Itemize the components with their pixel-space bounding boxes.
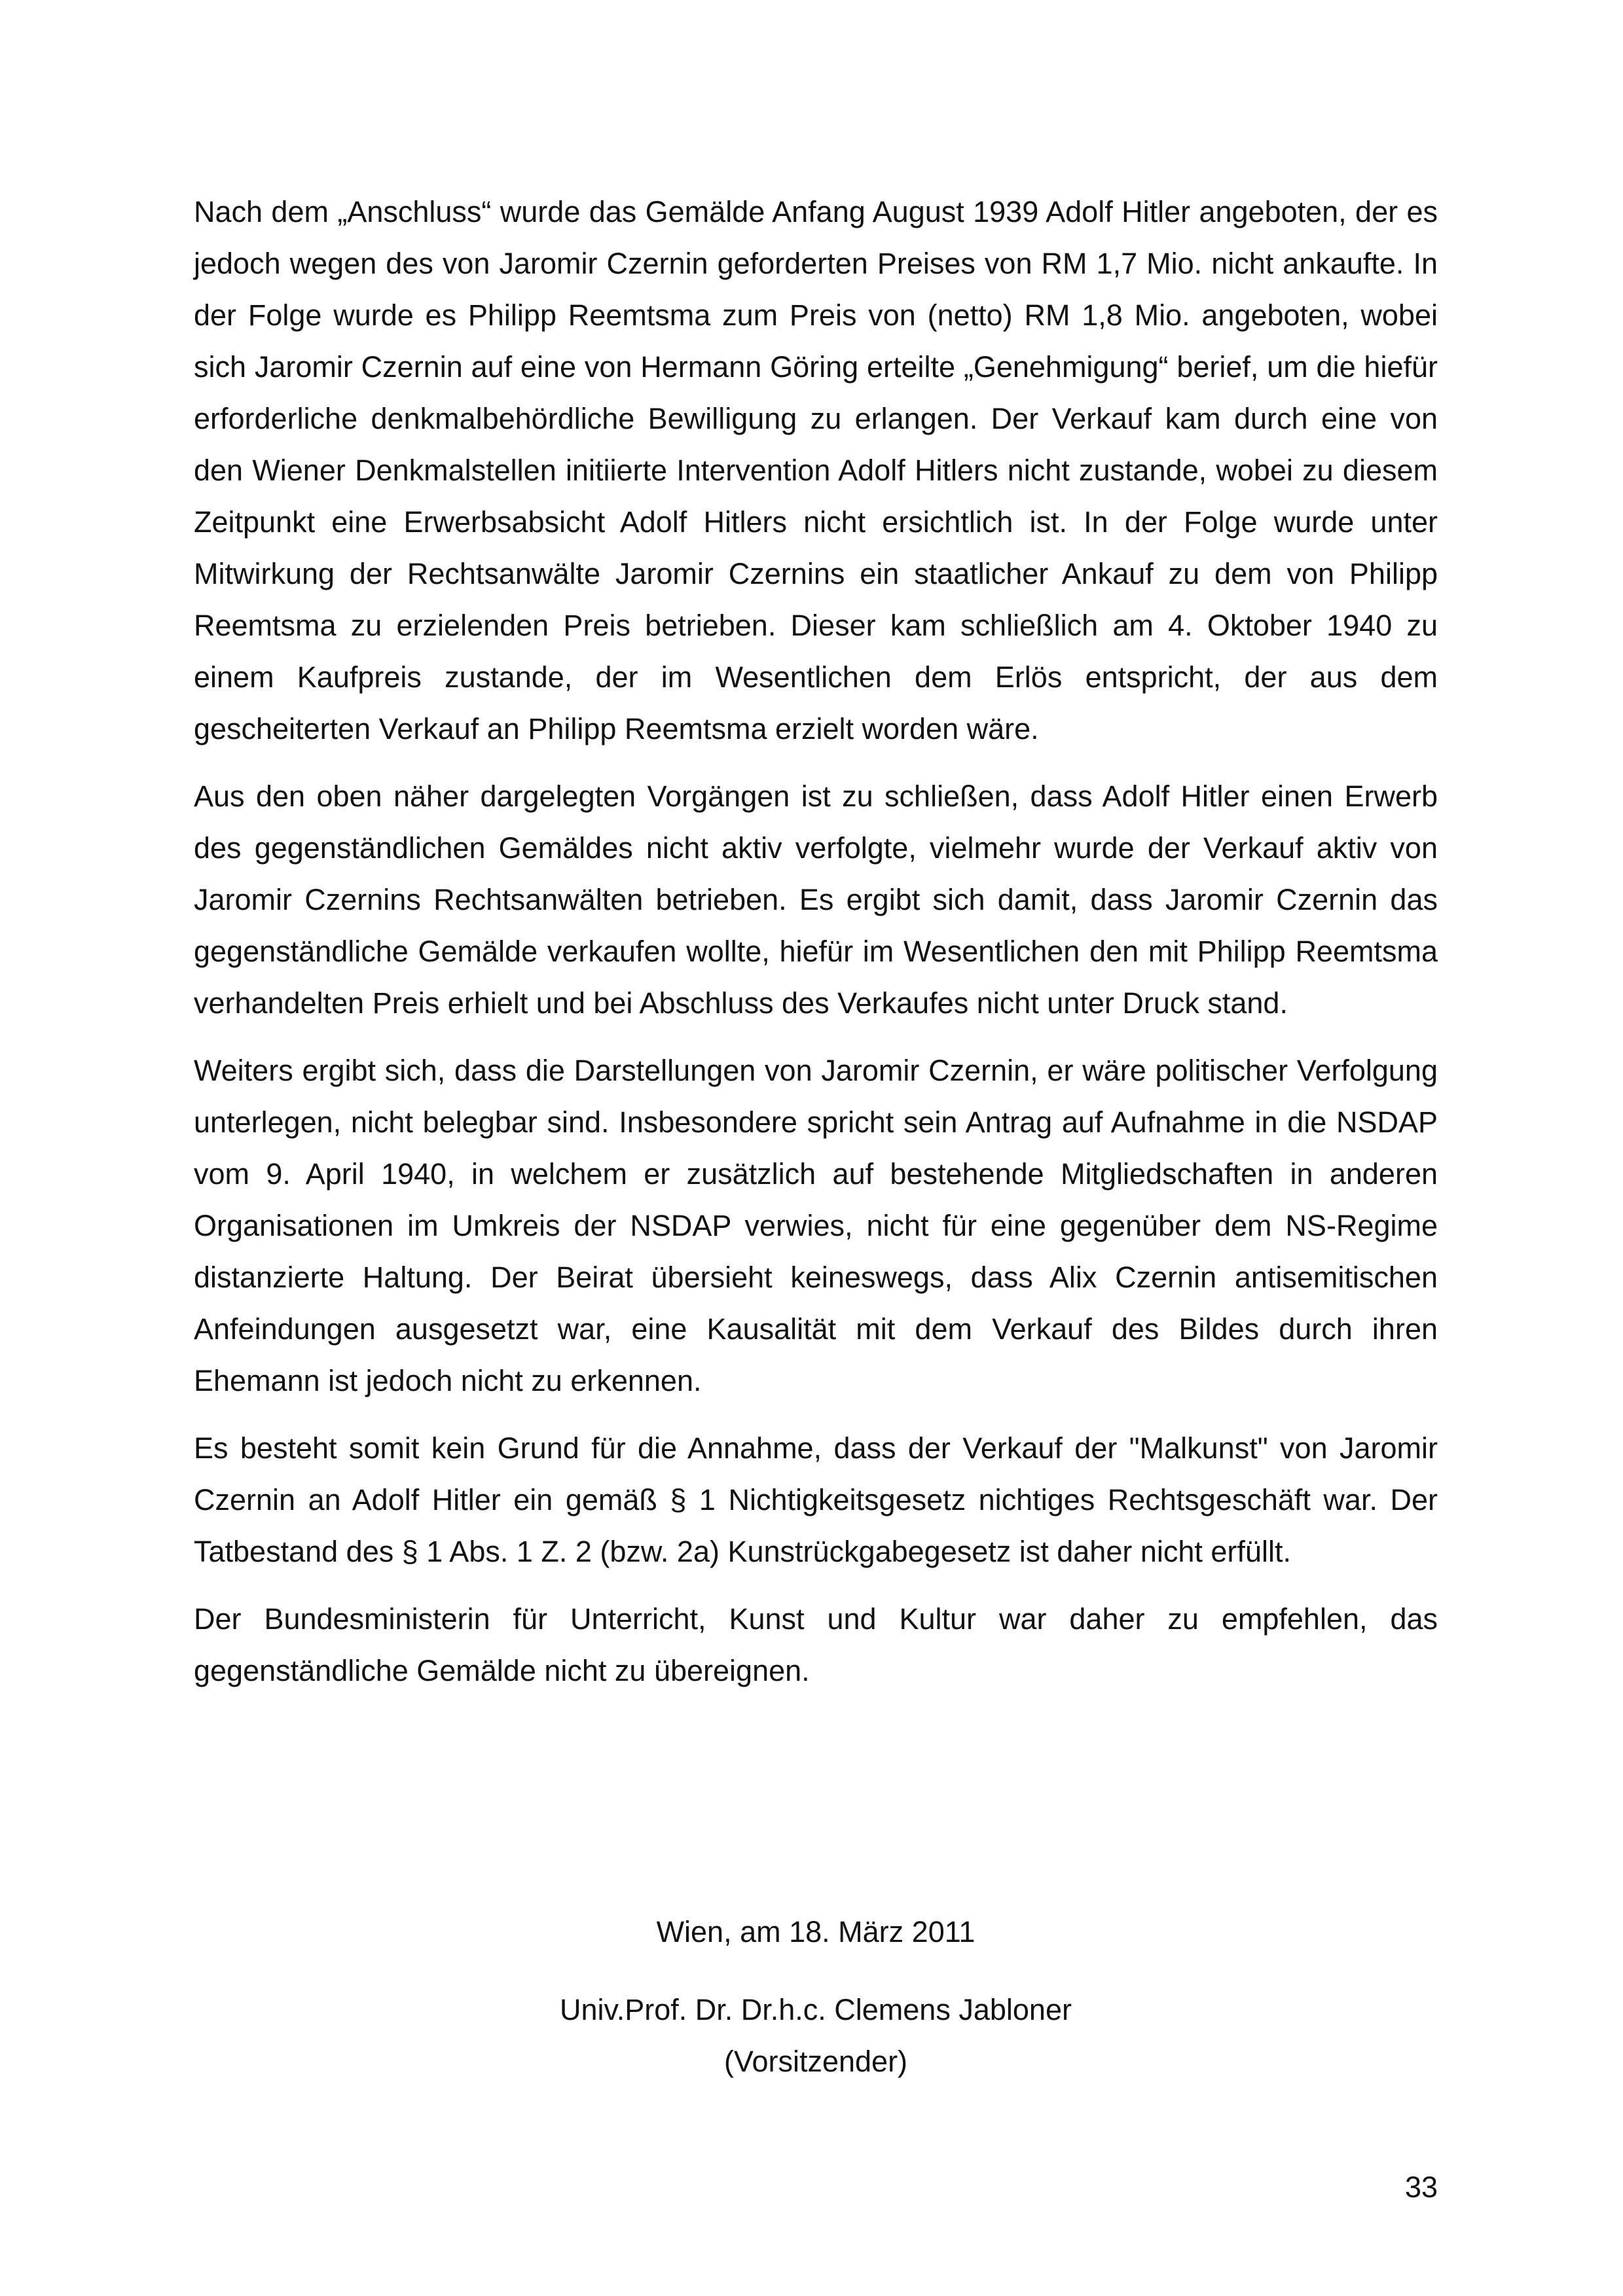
place-and-date: Wien, am 18. März 2011 [656, 1915, 976, 1948]
paragraph-recommendation: Der Bundesministerin für Unterricht, Kunst und Kultur war daher zu empfehlen, das gegenständliche Gemälde nicht zu übereignen. [194, 1602, 1438, 1687]
paragraph-legal-finding: Es besteht somit kein Grund für die Annahme, dass der Verkauf der "Malkunst" von Jaromir Czernin an Adolf Hitler ein gemäß § 1 Nichtigkeitsgesetz nichtiges Rechtsgeschäft war. Der Tatbestand des § 1 Abs. 1 Z. 2 (bzw. 2a) Kunstrückgabegesetz ist daher nicht erfüllt. [194, 1431, 1438, 1568]
signatory-role: (Vorsitzender) [723, 2045, 908, 2078]
paragraph-conclusion-sale: Aus den oben näher dargelegten Vorgängen ist zu schließen, dass Adolf Hitler einen Erwerb des gegenständlichen Gemäldes nicht aktiv verfolgte, vielmehr wurde der Verkauf aktiv von Jaromir Czernins Rechtsanwälten betrieben. Es ergibt sich damit, dass Jaromir Czernin das gegenständliche Gemälde verkaufen wollte, hiefür im Wesentlichen den mit Philipp Reemtsma verhandelten Preis erhielt und bei Abschluss des Verkaufes nicht unter Druck stand. [194, 780, 1438, 1020]
signature-block [194, 1906, 1438, 2087]
document-body [194, 186, 1438, 1712]
paragraph-sale-history: Nach dem „Anschluss“ wurde das Gemälde Anfang August 1939 Adolf Hitler angeboten, der es jedoch wegen des von Jaromir Czernin geforderten Preises von RM 1,7 Mio. nicht ankaufte. In der Folge wurde es Philipp Reemtsma zum Preis von (netto) RM 1,8 Mio. angeboten, wobei sich Jaromir Czernin auf eine von Hermann Göring erteilte „Genehmigung“ berief, um die hiefür erforderliche denkmalbehördliche Bewilligung zu erlangen. Der Verkauf kam durch eine von den Wiener Denkmalstellen initiierte Intervention Adolf Hitlers nicht zustande, wobei zu diesem Zeitpunkt eine Erwerbsabsicht Adolf Hitlers nicht ersichtlich ist. In der Folge wurde unter Mitwirkung der Rechtsanwälte Jaromir Czernins ein staatlicher Ankauf zu dem von Philipp Reemtsma zu erzielenden Preis betrieben. Dieser kam schließlich am 4. Oktober 1940 zu einem Kaufpreis zustande, der im Wesentlichen dem Erlös entspricht, der aus dem gescheiterten Verkauf an Philipp Reemtsma erzielt worden wäre. [194, 195, 1438, 745]
signatory-name: Univ.Prof. Dr. Dr.h.c. Clemens Jabloner [560, 1993, 1072, 2026]
page-number: 33 [1404, 2170, 1438, 2204]
paragraph-persecution: Weiters ergibt sich, dass die Darstellungen von Jaromir Czernin, er wäre politischer Verfolgung unterlegen, nicht belegbar sind. Insbesondere spricht sein Antrag auf Aufnahme in die NSDAP vom 9. April 1940, in welchem er zusätzlich auf bestehende Mitgliedschaften in anderen Organisationen im Umkreis der NSDAP verwies, nicht für eine gegenüber dem NS-Regime distanzierte Haltung. Der Beirat übersieht keineswegs, dass Alix Czernin antisemitischen Anfeindungen ausgesetzt war, eine Kausalität mit dem Verkauf des Bildes durch ihren Ehemann ist jedoch nicht zu erkennen. [194, 1054, 1438, 1397]
